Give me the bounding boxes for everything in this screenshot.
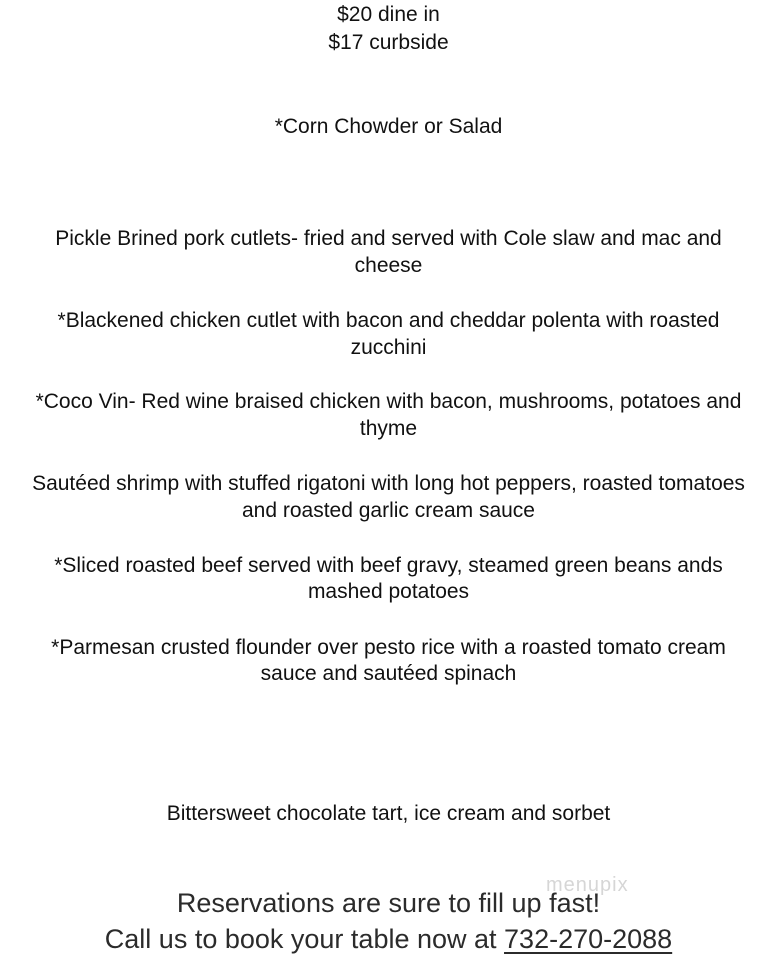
entree-line: mashed potatoes (307, 580, 470, 603)
reservations-note: Reservations are sure to fill up fast! (176, 888, 601, 918)
entree-line: sauce and sautéed spinach (260, 662, 517, 685)
entree-line: *Sliced roasted beef served with beef gravy, steamed green beans ands (54, 554, 723, 577)
menupix-watermark: menupix (546, 874, 629, 896)
entree-line: Sautéed shrimp with stuffed rigatoni with long hot peppers, roasted tomatoes (32, 472, 745, 495)
phone-link[interactable]: 732-270-2088 (504, 924, 673, 954)
starter-item: *Corn Chowder or Salad (274, 115, 503, 138)
dessert-item: Bittersweet chocolate tart, ice cream and sorbet (166, 802, 611, 825)
entree-line: zucchini (350, 336, 427, 359)
entree-line: *Coco Vin- Red wine braised chicken with bacon, mushrooms, potatoes and (35, 390, 742, 413)
entree-line: and roasted garlic cream sauce (242, 499, 535, 522)
call-text: Call us to book your table now at (104, 924, 505, 954)
price-dine-in: $20 dine in (337, 3, 440, 26)
call-line (0, 922, 777, 956)
price-curbside: $17 curbside (328, 31, 449, 54)
entree-line: *Parmesan crusted flounder over pesto rice with a roasted tomato cream (51, 636, 726, 659)
entree-line: Pickle Brined pork cutlets- fried and served with Cole slaw and mac and (55, 227, 722, 250)
entree-line: thyme (359, 417, 418, 440)
entree-line: *Blackened chicken cutlet with bacon and cheddar polenta with roasted (57, 309, 720, 332)
entree-line: cheese (354, 254, 423, 277)
